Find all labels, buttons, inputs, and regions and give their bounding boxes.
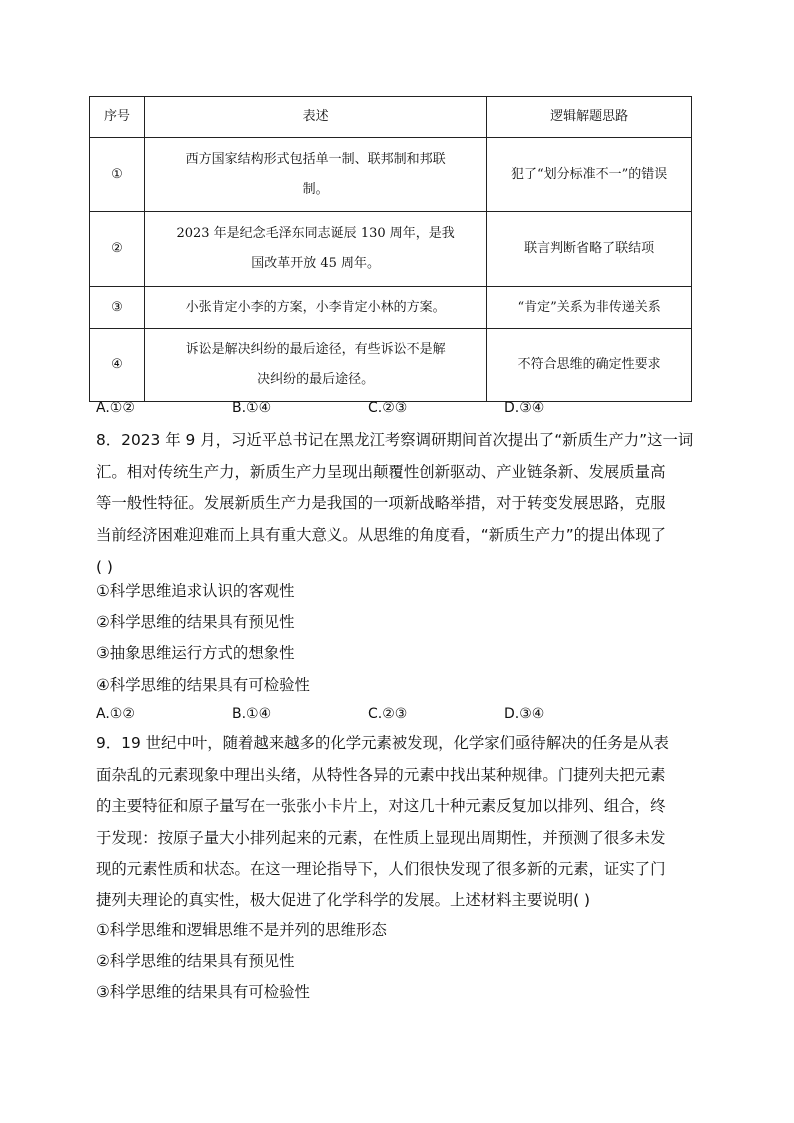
q7-options (96, 400, 640, 416)
row-logic: 犯了“划分标准不一”的错误 (487, 138, 692, 212)
q8-text-line: 汇。相对传统生产力，新质生产力呈现出颠覆性创新驱动、产业链条新、发展质量高 (96, 463, 666, 481)
row-num: ④ (90, 329, 145, 402)
q9-text-line: 9．19 世纪中叶，随着越来越多的化学元素被发现，化学家们亟待解决的任务是从表 (96, 734, 669, 752)
q9-item: ①科学思维和逻辑思维不是并列的思维形态 (96, 921, 387, 939)
q9-text-line: 现的元素性质和状态。在这一理论指导下，人们很快发现了很多新的元素，证实了门 (96, 860, 666, 878)
q8-item: ④科学思维的结果具有可检验性 (96, 676, 310, 694)
q9-item: ②科学思维的结果具有预见性 (96, 952, 295, 970)
q9-text-line: 的主要特征和原子量写在一张张小卡片上，对这几十种元素反复加以排列、组合，终 (96, 797, 666, 815)
q8-item: ②科学思维的结果具有预见性 (96, 613, 295, 631)
logic-table (89, 96, 692, 402)
row-desc: 诉讼是解决纠纷的最后途径，有些诉讼不是解 决纠纷的最后途径。 (144, 329, 486, 402)
row-num: ① (90, 138, 145, 212)
option-c[interactable]: C.②③ (368, 706, 408, 722)
row-num: ③ (90, 287, 145, 329)
q8-item: ③抽象思维运行方式的想象性 (96, 644, 295, 662)
table-row (90, 138, 692, 212)
row-desc: 西方国家结构形式包括单一制、联邦制和邦联 制。 (144, 138, 486, 212)
row-desc: 小张肯定小李的方案，小李肯定小林的方案。 (144, 287, 486, 329)
table-header-row (90, 97, 692, 138)
row-logic: 联言判断省略了联结项 (487, 212, 692, 287)
option-b[interactable]: B.①④ (232, 400, 272, 416)
row-logic: “肯定”关系为非传递关系 (487, 287, 692, 329)
q8-text-line: 等一般性特征。发展新质生产力是我国的一项新战略举措，对于转变发展思路，克服 (96, 494, 666, 512)
option-b[interactable]: B.①④ (232, 706, 272, 722)
row-logic: 不符合思维的确定性要求 (487, 329, 692, 402)
option-d[interactable]: D.③④ (504, 400, 545, 416)
table-row (90, 212, 692, 287)
table-row (90, 287, 692, 329)
q8-text-line: 当前经济困难迎难而上具有重大意义。从思维的角度看，“新质生产力”的提出体现了 (96, 526, 667, 544)
row-desc: 2023 年是纪念毛泽东同志诞辰 130 周年，是我 国改革开放 45 周年。 (144, 212, 486, 287)
table-row (90, 329, 692, 402)
option-a[interactable]: A.①② (96, 400, 135, 416)
header-logic: 逻辑解题思路 (487, 97, 692, 138)
option-d[interactable]: D.③④ (504, 706, 545, 722)
q8-options (96, 706, 640, 722)
q9-text-line: 捷列夫理论的真实性，极大促进了化学科学的发展。上述材料主要说明( ) (96, 891, 591, 909)
header-desc: 表述 (144, 97, 486, 138)
q9-item: ③科学思维的结果具有可检验性 (96, 983, 310, 1001)
q9-text-line: 面杂乱的元素现象中理出头绪，从特性各异的元素中找出某种规律。门捷列夫把元素 (96, 766, 666, 784)
header-num: 序号 (90, 97, 145, 138)
q8-text-line: 8．2023 年 9 月，习近平总书记在黑龙江考察调研期间首次提出了“新质生产力”这一词 (96, 431, 694, 449)
q8-item: ①科学思维追求认识的客观性 (96, 582, 295, 600)
q8-answer-blank: ( ) (96, 558, 113, 576)
q9-text-line: 于发现：按原子量大小排列起来的元素，在性质上显现出周期性，并预测了很多未发 (96, 829, 666, 847)
option-c[interactable]: C.②③ (368, 400, 408, 416)
option-a[interactable]: A.①② (96, 706, 135, 722)
row-num: ② (90, 212, 145, 287)
